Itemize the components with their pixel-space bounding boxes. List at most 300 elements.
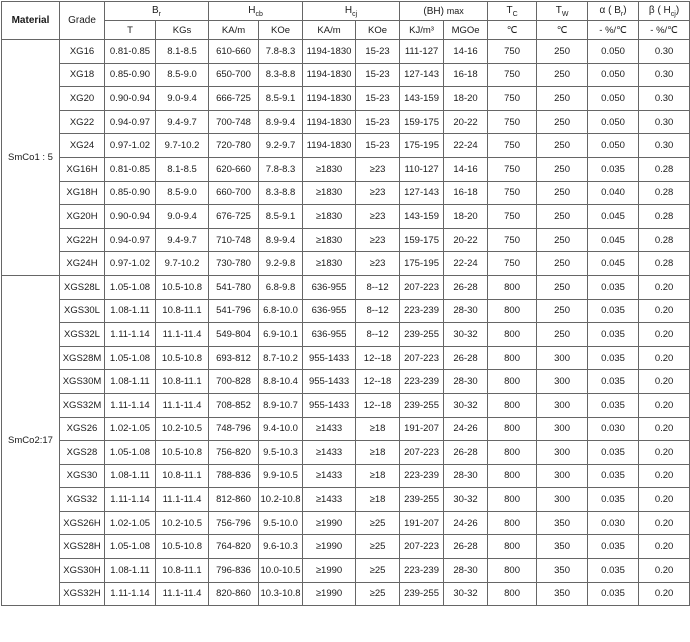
value-cell: 20-22 — [444, 110, 488, 134]
value-cell: 15-23 — [356, 134, 400, 158]
value-cell: 748-796 — [209, 417, 259, 441]
material-cell: SmCo2:17 — [2, 275, 60, 605]
value-cell: 6.9-10.1 — [259, 323, 303, 347]
value-cell: 0.20 — [639, 323, 690, 347]
value-cell: 1.08-1.11 — [105, 464, 156, 488]
value-cell: 750 — [488, 134, 537, 158]
value-cell: 10.5-10.8 — [156, 275, 209, 299]
value-cell: 0.94-0.97 — [105, 110, 156, 134]
value-cell: 28-30 — [444, 464, 488, 488]
grade-cell: XG18 — [60, 63, 105, 87]
value-cell: 800 — [488, 393, 537, 417]
value-cell: 12--18 — [356, 393, 400, 417]
value-cell: 10.0-10.5 — [259, 559, 303, 583]
value-cell: 1194-1830 — [303, 87, 356, 111]
value-cell: 800 — [488, 535, 537, 559]
value-cell: 10.3-10.8 — [259, 582, 303, 606]
value-cell: 191-207 — [400, 511, 444, 535]
value-cell: 9.0-9.4 — [156, 205, 209, 229]
value-cell: 0.85-0.90 — [105, 63, 156, 87]
value-cell: 0.28 — [639, 205, 690, 229]
value-cell: 16-18 — [444, 63, 488, 87]
grade-cell: XGS26H — [60, 511, 105, 535]
value-cell: 812-860 — [209, 488, 259, 512]
value-cell: 800 — [488, 464, 537, 488]
value-cell: 223-239 — [400, 370, 444, 394]
value-cell: 0.30 — [639, 134, 690, 158]
value-cell: 9.7-10.2 — [156, 134, 209, 158]
value-cell: 0.035 — [588, 346, 639, 370]
value-cell: 24-26 — [444, 417, 488, 441]
value-cell: 9.0-9.4 — [156, 87, 209, 111]
table-row — [2, 441, 690, 465]
value-cell: 30-32 — [444, 488, 488, 512]
value-cell: 28-30 — [444, 370, 488, 394]
value-cell: 955-1433 — [303, 370, 356, 394]
value-cell: 22-24 — [444, 134, 488, 158]
value-cell: 239-255 — [400, 323, 444, 347]
value-cell: 800 — [488, 441, 537, 465]
value-cell: 127-143 — [400, 63, 444, 87]
value-cell: 159-175 — [400, 228, 444, 252]
table-row — [2, 40, 690, 64]
value-cell: 15-23 — [356, 40, 400, 64]
value-cell: 800 — [488, 323, 537, 347]
unit-cell: ℃ — [537, 21, 588, 40]
table-row — [2, 535, 690, 559]
value-cell: 0.045 — [588, 252, 639, 276]
table-row — [2, 346, 690, 370]
table-row — [2, 275, 690, 299]
value-cell: 666-725 — [209, 87, 259, 111]
value-cell: 300 — [537, 464, 588, 488]
value-cell: 10.5-10.8 — [156, 346, 209, 370]
value-cell: 1194-1830 — [303, 63, 356, 87]
value-cell: 0.050 — [588, 134, 639, 158]
value-cell: ≥1830 — [303, 252, 356, 276]
value-cell: 750 — [488, 181, 537, 205]
value-cell: 750 — [488, 40, 537, 64]
grade-cell: XGS28H — [60, 535, 105, 559]
value-cell: 0.035 — [588, 441, 639, 465]
value-cell: 0.035 — [588, 559, 639, 583]
value-cell: 0.97-1.02 — [105, 252, 156, 276]
table-row — [2, 157, 690, 181]
value-cell: 0.20 — [639, 488, 690, 512]
value-cell: 0.050 — [588, 87, 639, 111]
header-material: Material — [2, 2, 60, 40]
table-row — [2, 205, 690, 229]
value-cell: 1.05-1.08 — [105, 346, 156, 370]
value-cell: 15-23 — [356, 63, 400, 87]
value-cell: 250 — [537, 181, 588, 205]
value-cell: 0.81-0.85 — [105, 157, 156, 181]
value-cell: 8.5-9.0 — [156, 181, 209, 205]
value-cell: 0.20 — [639, 535, 690, 559]
grade-cell: XGS28L — [60, 275, 105, 299]
value-cell: 700-828 — [209, 370, 259, 394]
unit-cell: KJ/m³ — [400, 21, 444, 40]
value-cell: 20-22 — [444, 228, 488, 252]
value-cell: 7.8-8.3 — [259, 40, 303, 64]
value-cell: 0.90-0.94 — [105, 205, 156, 229]
value-cell: 650-700 — [209, 63, 259, 87]
value-cell: 26-28 — [444, 441, 488, 465]
value-cell: 800 — [488, 559, 537, 583]
header-grade: Grade — [60, 2, 105, 40]
table-row — [2, 464, 690, 488]
value-cell: 26-28 — [444, 535, 488, 559]
value-cell: 0.20 — [639, 346, 690, 370]
value-cell: 300 — [537, 393, 588, 417]
value-cell: 800 — [488, 582, 537, 606]
unit-cell: ℃ — [488, 21, 537, 40]
value-cell: 207-223 — [400, 346, 444, 370]
value-cell: 693-812 — [209, 346, 259, 370]
value-cell: 0.28 — [639, 181, 690, 205]
value-cell: 700-748 — [209, 110, 259, 134]
value-cell: 1.05-1.08 — [105, 275, 156, 299]
value-cell: 28-30 — [444, 559, 488, 583]
value-cell: 250 — [537, 63, 588, 87]
value-cell: 250 — [537, 110, 588, 134]
header-hcb: $H_{cb}$ — [209, 2, 303, 21]
value-cell: 9.2-9.7 — [259, 134, 303, 158]
value-cell: 10.2-10.8 — [259, 488, 303, 512]
grade-cell: XG16 — [60, 40, 105, 64]
value-cell: 24-26 — [444, 511, 488, 535]
value-cell: 9.6-10.3 — [259, 535, 303, 559]
table-row — [2, 370, 690, 394]
value-cell: 750 — [488, 110, 537, 134]
value-cell: 8.9-9.4 — [259, 228, 303, 252]
unit-cell: KA/m — [303, 21, 356, 40]
value-cell: 0.035 — [588, 157, 639, 181]
value-cell: 636-955 — [303, 275, 356, 299]
value-cell: 955-1433 — [303, 393, 356, 417]
value-cell: ≥1990 — [303, 582, 356, 606]
value-cell: 710-748 — [209, 228, 259, 252]
value-cell: 9.4-10.0 — [259, 417, 303, 441]
unit-cell: T — [105, 21, 156, 40]
value-cell: 0.045 — [588, 205, 639, 229]
table-row — [2, 228, 690, 252]
value-cell: 8.9-9.4 — [259, 110, 303, 134]
value-cell: ≥18 — [356, 417, 400, 441]
value-cell: 955-1433 — [303, 346, 356, 370]
header-bh-max: (BH) max — [400, 2, 488, 21]
grade-cell: XG22H — [60, 228, 105, 252]
header-hcj: $H_{cj}$ — [303, 2, 400, 21]
value-cell: 175-195 — [400, 252, 444, 276]
value-cell: 636-955 — [303, 323, 356, 347]
grade-cell: XGS26 — [60, 417, 105, 441]
value-cell: ≥1830 — [303, 157, 356, 181]
value-cell: 223-239 — [400, 299, 444, 323]
value-cell: 9.9-10.5 — [259, 464, 303, 488]
value-cell: 223-239 — [400, 559, 444, 583]
grade-cell: XGS32 — [60, 488, 105, 512]
value-cell: 111-127 — [400, 40, 444, 64]
unit-cell: KOe — [259, 21, 303, 40]
value-cell: 800 — [488, 370, 537, 394]
value-cell: 15-23 — [356, 110, 400, 134]
value-cell: ≥1433 — [303, 417, 356, 441]
value-cell: 207-223 — [400, 535, 444, 559]
grade-cell: XG20H — [60, 205, 105, 229]
value-cell: 750 — [488, 205, 537, 229]
value-cell: 549-804 — [209, 323, 259, 347]
value-cell: 300 — [537, 346, 588, 370]
value-cell: 10.8-11.1 — [156, 464, 209, 488]
grade-cell: XGS30 — [60, 464, 105, 488]
value-cell: 708-852 — [209, 393, 259, 417]
value-cell: 1.08-1.11 — [105, 559, 156, 583]
value-cell: 800 — [488, 488, 537, 512]
grade-cell: XGS32L — [60, 323, 105, 347]
value-cell: 0.035 — [588, 464, 639, 488]
value-cell: 8.9-10.7 — [259, 393, 303, 417]
value-cell: 350 — [537, 535, 588, 559]
value-cell: 756-796 — [209, 511, 259, 535]
grade-cell: XG22 — [60, 110, 105, 134]
grade-cell: XG18H — [60, 181, 105, 205]
value-cell: 1.08-1.11 — [105, 370, 156, 394]
value-cell: 28-30 — [444, 299, 488, 323]
header-tw: $T_W$ — [537, 2, 588, 21]
value-cell: 764-820 — [209, 535, 259, 559]
table-row — [2, 252, 690, 276]
value-cell: 750 — [488, 252, 537, 276]
value-cell: 9.2-9.8 — [259, 252, 303, 276]
value-cell: 8.8-10.4 — [259, 370, 303, 394]
value-cell: 0.94-0.97 — [105, 228, 156, 252]
value-cell: 1.05-1.08 — [105, 441, 156, 465]
magnet-grade-table — [1, 1, 690, 606]
value-cell: 800 — [488, 275, 537, 299]
value-cell: 676-725 — [209, 205, 259, 229]
grade-cell: XGS28M — [60, 346, 105, 370]
value-cell: ≥1830 — [303, 228, 356, 252]
unit-cell: KOe — [356, 21, 400, 40]
value-cell: 0.20 — [639, 464, 690, 488]
value-cell: ≥25 — [356, 582, 400, 606]
value-cell: 541-780 — [209, 275, 259, 299]
value-cell: 26-28 — [444, 346, 488, 370]
value-cell: 250 — [537, 157, 588, 181]
value-cell: 0.035 — [588, 323, 639, 347]
value-cell: 0.050 — [588, 110, 639, 134]
value-cell: 1.02-1.05 — [105, 511, 156, 535]
value-cell: 0.035 — [588, 535, 639, 559]
value-cell: 0.030 — [588, 511, 639, 535]
table-row — [2, 323, 690, 347]
value-cell: 0.20 — [639, 393, 690, 417]
value-cell: ≥23 — [356, 181, 400, 205]
value-cell: 800 — [488, 346, 537, 370]
value-cell: ≥18 — [356, 464, 400, 488]
value-cell: ≥23 — [356, 228, 400, 252]
value-cell: 10.2-10.5 — [156, 511, 209, 535]
value-cell: 0.28 — [639, 228, 690, 252]
value-cell: 9.5-10.3 — [259, 441, 303, 465]
table-row — [2, 87, 690, 111]
value-cell: 800 — [488, 417, 537, 441]
value-cell: ≥25 — [356, 535, 400, 559]
value-cell: 0.97-1.02 — [105, 134, 156, 158]
value-cell: 11.1-11.4 — [156, 582, 209, 606]
value-cell: ≥18 — [356, 488, 400, 512]
value-cell: 143-159 — [400, 205, 444, 229]
table-row — [2, 417, 690, 441]
value-cell: 730-780 — [209, 252, 259, 276]
value-cell: 12--18 — [356, 370, 400, 394]
value-cell: 1.11-1.14 — [105, 393, 156, 417]
value-cell: 796-836 — [209, 559, 259, 583]
value-cell: 18-20 — [444, 87, 488, 111]
value-cell: 800 — [488, 299, 537, 323]
grade-cell: XGS32M — [60, 393, 105, 417]
grade-cell: XGS30H — [60, 559, 105, 583]
unit-cell: - %/℃ — [639, 21, 690, 40]
value-cell: 0.85-0.90 — [105, 181, 156, 205]
value-cell: 239-255 — [400, 393, 444, 417]
value-cell: 30-32 — [444, 582, 488, 606]
value-cell: 800 — [488, 511, 537, 535]
value-cell: 8--12 — [356, 299, 400, 323]
value-cell: 175-195 — [400, 134, 444, 158]
value-cell: 720-780 — [209, 134, 259, 158]
value-cell: 9.4-9.7 — [156, 110, 209, 134]
value-cell: 8.5-9.1 — [259, 205, 303, 229]
grade-cell: XG24 — [60, 134, 105, 158]
value-cell: 0.30 — [639, 63, 690, 87]
value-cell: ≥18 — [356, 441, 400, 465]
value-cell: 0.030 — [588, 417, 639, 441]
value-cell: 788-836 — [209, 464, 259, 488]
value-cell: 1.11-1.14 — [105, 323, 156, 347]
value-cell: 250 — [537, 252, 588, 276]
value-cell: 350 — [537, 511, 588, 535]
value-cell: 8.7-10.2 — [259, 346, 303, 370]
value-cell: 0.035 — [588, 582, 639, 606]
value-cell: 10.8-11.1 — [156, 370, 209, 394]
value-cell: 14-16 — [444, 40, 488, 64]
value-cell: 250 — [537, 228, 588, 252]
value-cell: 143-159 — [400, 87, 444, 111]
value-cell: 0.20 — [639, 582, 690, 606]
value-cell: 0.30 — [639, 110, 690, 134]
value-cell: 0.20 — [639, 417, 690, 441]
grade-cell: XGS30M — [60, 370, 105, 394]
value-cell: 250 — [537, 299, 588, 323]
value-cell: 8.3-8.8 — [259, 181, 303, 205]
value-cell: 820-860 — [209, 582, 259, 606]
value-cell: 300 — [537, 370, 588, 394]
value-cell: 11.1-11.4 — [156, 323, 209, 347]
value-cell: 10.5-10.8 — [156, 535, 209, 559]
value-cell: 8.5-9.1 — [259, 87, 303, 111]
value-cell: 0.035 — [588, 275, 639, 299]
header-beta: β ( $H_{cj}$) — [639, 2, 690, 21]
value-cell: ≥23 — [356, 205, 400, 229]
unit-cell: KGs — [156, 21, 209, 40]
value-cell: ≥1433 — [303, 464, 356, 488]
table-row — [2, 511, 690, 535]
value-cell: 0.90-0.94 — [105, 87, 156, 111]
value-cell: 620-660 — [209, 157, 259, 181]
value-cell: 750 — [488, 228, 537, 252]
value-cell: 6.8-9.8 — [259, 275, 303, 299]
value-cell: 8.3-8.8 — [259, 63, 303, 87]
value-cell: 1194-1830 — [303, 110, 356, 134]
value-cell: 0.035 — [588, 393, 639, 417]
value-cell: 610-660 — [209, 40, 259, 64]
value-cell: 250 — [537, 323, 588, 347]
unit-cell: - %/℃ — [588, 21, 639, 40]
value-cell: 1.11-1.14 — [105, 582, 156, 606]
value-cell: ≥23 — [356, 252, 400, 276]
value-cell: 1.08-1.11 — [105, 299, 156, 323]
grade-cell: XG20 — [60, 87, 105, 111]
value-cell: 8--12 — [356, 323, 400, 347]
value-cell: 10.8-11.1 — [156, 559, 209, 583]
value-cell: 0.20 — [639, 511, 690, 535]
value-cell: 239-255 — [400, 582, 444, 606]
value-cell: 8.1-8.5 — [156, 157, 209, 181]
value-cell: 0.050 — [588, 63, 639, 87]
value-cell: 1194-1830 — [303, 40, 356, 64]
value-cell: 300 — [537, 417, 588, 441]
value-cell: 8--12 — [356, 275, 400, 299]
value-cell: 0.20 — [639, 441, 690, 465]
value-cell: ≥1830 — [303, 181, 356, 205]
value-cell: 6.8-10.0 — [259, 299, 303, 323]
table-row — [2, 559, 690, 583]
value-cell: 16-18 — [444, 181, 488, 205]
grade-cell: XG24H — [60, 252, 105, 276]
unit-cell: KA/m — [209, 21, 259, 40]
header-tc: $T_C$ — [488, 2, 537, 21]
value-cell: 239-255 — [400, 488, 444, 512]
material-cell: SmCo1 : 5 — [2, 40, 60, 276]
value-cell: 300 — [537, 441, 588, 465]
value-cell: 300 — [537, 488, 588, 512]
table-row — [2, 110, 690, 134]
value-cell: 207-223 — [400, 275, 444, 299]
header-alpha: α ( $B_r$) — [588, 2, 639, 21]
value-cell: 750 — [488, 63, 537, 87]
value-cell: ≥1830 — [303, 205, 356, 229]
grade-cell: XGS28 — [60, 441, 105, 465]
value-cell: 8.1-8.5 — [156, 40, 209, 64]
value-cell: 9.4-9.7 — [156, 228, 209, 252]
value-cell: 750 — [488, 157, 537, 181]
value-cell: 0.81-0.85 — [105, 40, 156, 64]
units-row — [2, 21, 690, 40]
value-cell: 159-175 — [400, 110, 444, 134]
grade-cell: XGS32H — [60, 582, 105, 606]
value-cell: 750 — [488, 87, 537, 111]
value-cell: 350 — [537, 582, 588, 606]
value-cell: ≥1433 — [303, 441, 356, 465]
value-cell: 0.28 — [639, 252, 690, 276]
value-cell: 9.5-10.0 — [259, 511, 303, 535]
value-cell: ≥23 — [356, 157, 400, 181]
value-cell: ≥1990 — [303, 559, 356, 583]
value-cell: 14-16 — [444, 157, 488, 181]
value-cell: 10.2-10.5 — [156, 417, 209, 441]
